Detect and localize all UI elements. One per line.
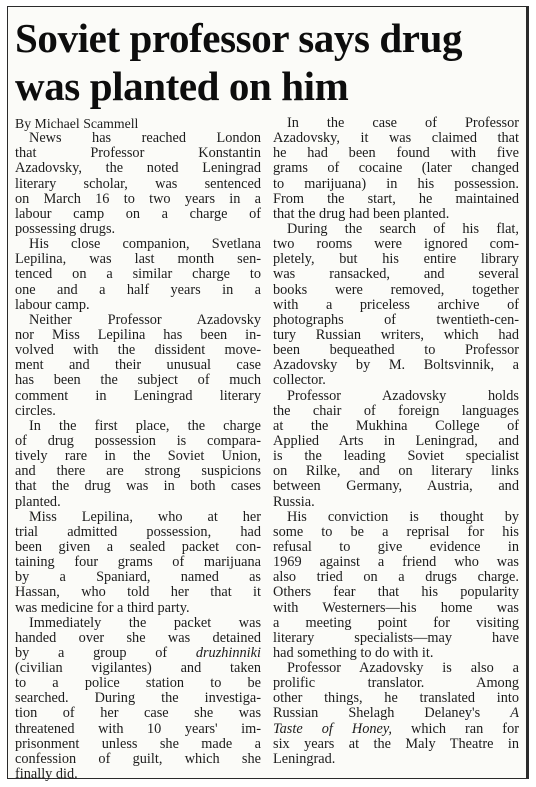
article-line: finally did. xyxy=(15,766,78,783)
article-line: Azadovsky, the noted Leningrad xyxy=(15,160,262,177)
article-line: is the leading Soviet specialist xyxy=(273,448,519,465)
article-line: trial admitted possession, had xyxy=(15,523,261,540)
article-line: tenced on a similar charge to xyxy=(15,266,261,283)
article-line: volved with the dissident move- xyxy=(15,342,262,359)
article-line: 1969 against a friend who was xyxy=(273,554,519,571)
article-line: searched. During the investiga- xyxy=(15,690,261,707)
headline-line: Soviet professor says drug xyxy=(15,15,463,61)
article-line: (civilian vigilantes) and taken xyxy=(15,660,261,677)
article-line: photographs of twentieth-cen- xyxy=(273,311,519,328)
article-line: During the search of his flat, xyxy=(287,220,519,237)
article-line: that the drug had been planted. xyxy=(273,205,450,222)
article-line: that Professor Konstantin xyxy=(15,145,261,162)
article-line: labour camp on a charge of xyxy=(15,205,261,222)
article-line: His close companion, Svetlana xyxy=(29,236,261,253)
article-line: threatened with 10 years' im- xyxy=(15,720,261,737)
article-line: six years at the Maly Theatre in xyxy=(273,735,519,752)
article-line: taining four grams of marijuana xyxy=(15,554,261,571)
article-line: labour camp. xyxy=(15,296,90,313)
article-line: Neither Professor Azadovsky xyxy=(29,311,261,328)
article-line: Russian Shelagh Delaney's A xyxy=(273,705,519,722)
article-line: ment and their unusual case xyxy=(15,357,262,374)
article-line: prisonment unless she made a xyxy=(15,735,262,752)
article-line: Taste of Honey, which ran for xyxy=(273,720,519,737)
article-line: between Germany, Austria, and xyxy=(273,478,519,495)
article-line: been bequeathed to Professor xyxy=(273,342,519,359)
article-line: handed over she was detained xyxy=(15,629,261,646)
article-line: possessing drugs. xyxy=(15,220,116,237)
byline: By Michael Scammell xyxy=(15,116,139,131)
headline xyxy=(15,14,520,110)
article-line: pletely, but his entire library xyxy=(273,251,519,268)
article-line: Azadovsky by M. Boltsvinnik, a xyxy=(273,357,520,374)
article-line: Others fear that his popularity xyxy=(273,584,519,601)
article-line: Leningrad. xyxy=(273,750,336,767)
article-line: confession of guilt, which she xyxy=(15,750,261,767)
article-line: been given a sealed packet con- xyxy=(15,538,261,555)
article-line: with Westerners—his home was xyxy=(273,599,519,616)
article-line: refusal to give evidence in xyxy=(273,538,520,555)
article-line: Miss Lepilina, who at her xyxy=(29,508,261,525)
article-line: Azadovsky, it was claimed that xyxy=(273,130,519,147)
left-column-text xyxy=(15,131,261,782)
article-line: Immediately the packet was xyxy=(29,614,262,631)
article-line: tury Russian writers, which had xyxy=(273,326,519,343)
article-line: In the first place, the charge xyxy=(29,417,262,434)
article-line: to marijuana) in his possession. xyxy=(273,175,520,192)
italic-text: A xyxy=(510,705,519,722)
article-line: to a police station to be xyxy=(15,675,262,692)
article-line: literary specialists—may have xyxy=(273,629,519,646)
article-line: From the start, he maintained xyxy=(273,190,519,207)
right-column-text xyxy=(273,116,519,767)
article-line: of drug possession is compara- xyxy=(15,432,262,449)
article-line: tion of her case she was xyxy=(15,705,262,722)
article-line: grams of cocaine (later changed xyxy=(273,160,519,177)
article-line: Russia. xyxy=(273,493,315,510)
article-line: with a priceless archive of xyxy=(273,296,519,313)
article-line: was medicine for a third party. xyxy=(15,599,190,616)
article-line: Professor Azadovsky is also a xyxy=(287,660,519,677)
article-line: In the case of Professor xyxy=(287,115,519,131)
article-line: at the Mukhina College of xyxy=(273,417,520,434)
article-line: by a Spaniard, named as xyxy=(15,569,261,586)
article-line: Hassan, who told her that it xyxy=(15,584,261,601)
article-line: also tried on a drugs charge. xyxy=(273,569,519,586)
italic-text: Taste of Honey, xyxy=(273,720,392,737)
article-line: has been the subject of much xyxy=(15,372,262,389)
article-line: had something to do with it. xyxy=(273,644,434,661)
article-line: collector. xyxy=(273,372,326,389)
article-line: a meeting point for visiting xyxy=(273,614,520,631)
article-line: Professor Azadovsky holds xyxy=(287,387,519,404)
article-line: comment in Leningrad literary xyxy=(15,387,261,404)
article-line: was ransacked, and several xyxy=(273,266,520,283)
article-line: other things, he translated into xyxy=(273,690,519,707)
article-line: nor Miss Lepilina has been in- xyxy=(15,326,262,343)
article-line: on Rilke, and on literary links xyxy=(273,463,519,480)
article-line: books were removed, together xyxy=(273,281,519,298)
article-line: that the drug was in both cases xyxy=(15,478,261,495)
article-line: planted. xyxy=(15,493,61,510)
article-line: News has reached London xyxy=(29,130,261,147)
article-line: Applied Arts in Leningrad, and xyxy=(273,432,519,449)
article-line: two rooms were ignored com- xyxy=(273,236,519,253)
article-line: he had been found with five xyxy=(273,145,519,162)
article-line: circles. xyxy=(15,402,56,419)
article-line: Lepilina, was last month sen- xyxy=(15,251,261,268)
article-line: His conviction is thought by xyxy=(287,508,519,525)
article-line: the chair of foreign languages xyxy=(273,402,519,419)
article-line: prolific translator. Among xyxy=(273,675,520,692)
article-column-left xyxy=(15,116,261,782)
italic-text: druzhinniki xyxy=(195,644,261,661)
article-line: literary scholar, was sentenced xyxy=(15,175,261,192)
headline-line: was planted on him xyxy=(15,63,349,109)
article-line: and there are strong suspicions xyxy=(15,463,262,480)
article-line: tively rare in the Soviet Union, xyxy=(15,448,261,465)
article-line: one and a half years in a xyxy=(15,281,261,298)
article-line: on March 16 to two years in a xyxy=(15,190,262,207)
article-line: some to be a reprisal for his xyxy=(273,523,519,540)
article-column-right xyxy=(273,116,519,767)
article-line: by a group of druzhinniki xyxy=(15,644,261,661)
